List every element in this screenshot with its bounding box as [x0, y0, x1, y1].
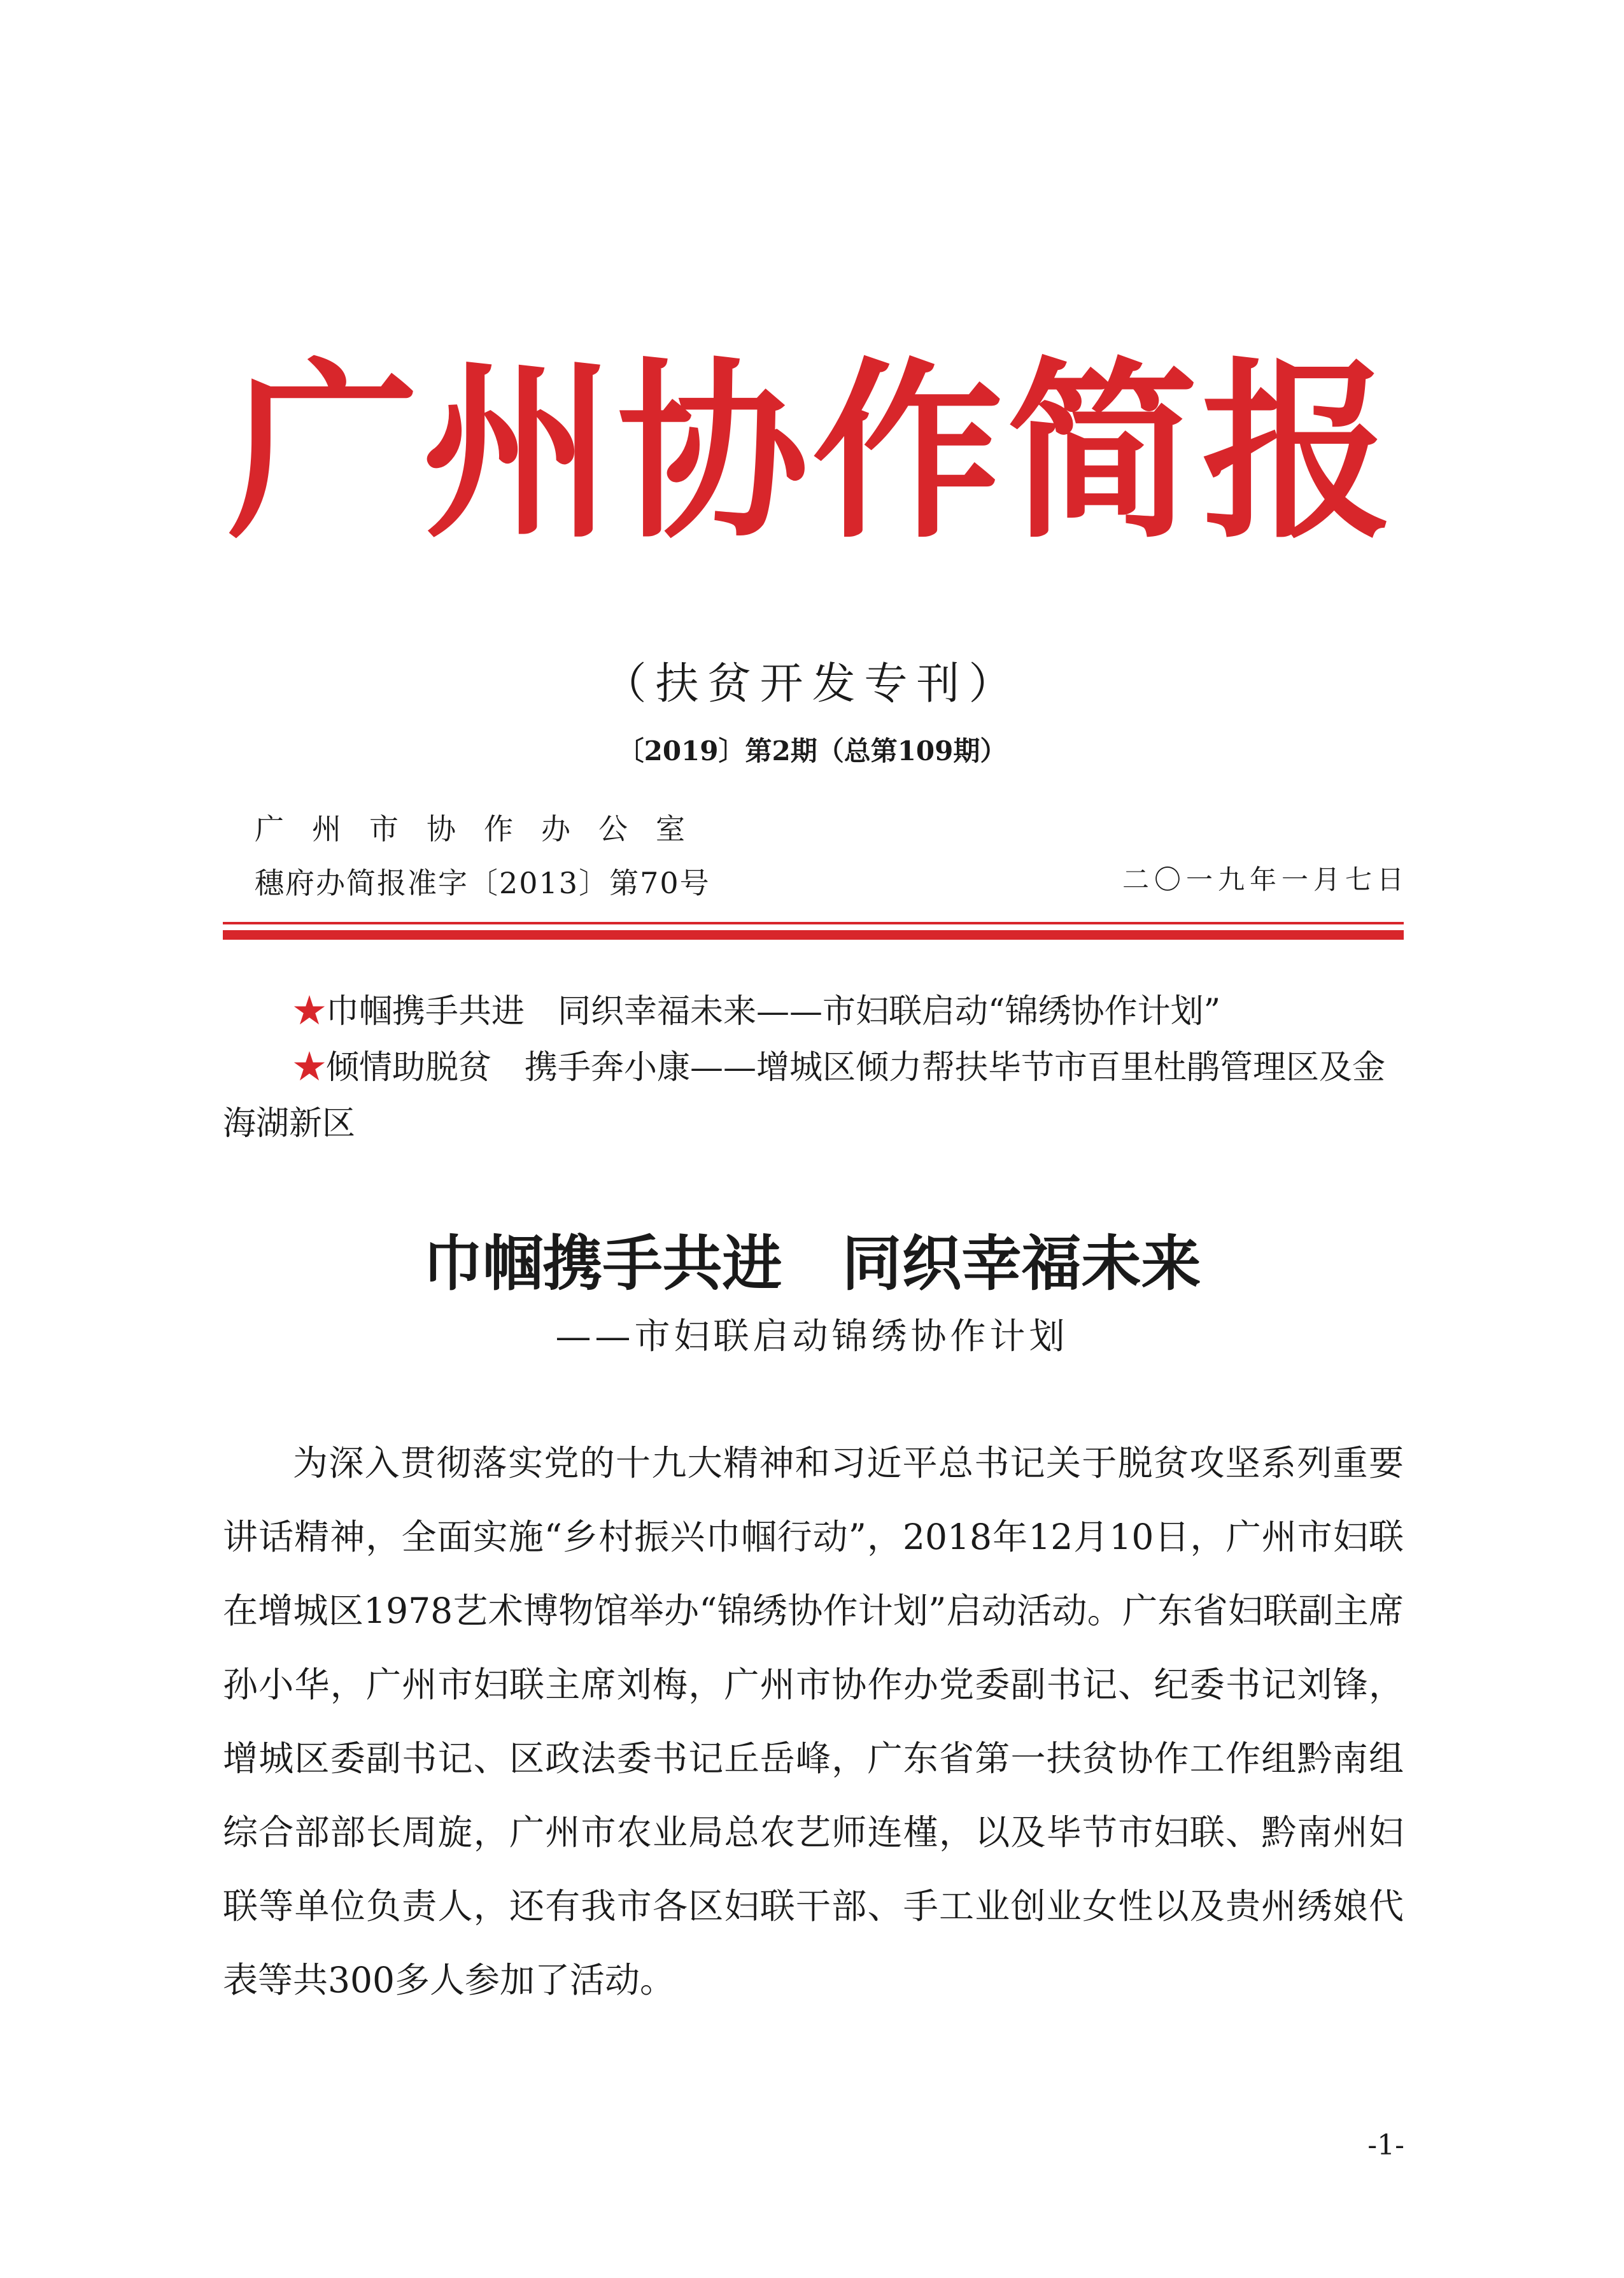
publisher: 广州市协作办公室	[255, 812, 713, 846]
toc-item-text: 巾帼携手共进 同织幸福未来——市妇联启动“锦绣协作计划”	[326, 993, 1221, 1031]
special-issue-label: （扶贫开发专刊）	[603, 659, 1021, 709]
article-body: 为深入贯彻落实党的十九大精神和习近平总书记关于脱贫攻坚系列重要讲话精神，全面实施“乡村振兴巾帼行动”，2018年12月10日，广州市妇联在增城区1978艺术博物馆举办“锦绣协作计划”启动活动。广东省妇联副主席孙小华，广州市妇联主席刘梅，广州市协作办党委副书记、纪委书记刘锋，增城区委副书记、区政法委书记丘岳峰，广东省第一扶贫协作工作组黔南组综合部部长周旋，广州市农业局总农艺师连槿，以及毕节市妇联、黔南州妇联等单位负责人，还有我市各区妇联干部、手工业创业女性以及贵州绣娘代表等共300多人参加了活动。	[223, 1443, 1404, 2000]
star-icon: ★	[293, 993, 327, 1031]
approval-number: 穗府办简报准字〔2013〕第70号	[255, 866, 710, 900]
publish-date: 二〇一九年一月七日	[1122, 864, 1409, 895]
star-icon: ★	[293, 1049, 327, 1087]
toc-item	[223, 984, 1404, 1040]
header-divider-thick	[223, 930, 1404, 940]
page-number: -1-	[1367, 2129, 1404, 2161]
table-of-contents	[223, 984, 1404, 1152]
masthead-title: 广州协作简报	[227, 339, 1397, 564]
header-divider-thin	[223, 922, 1404, 924]
article-subtitle: ——市妇联启动锦绣协作计划	[555, 1316, 1069, 1357]
toc-item	[223, 1040, 1404, 1152]
article-title: 巾帼携手共进 同织幸福未来	[423, 1229, 1201, 1299]
toc-item-text: 倾情助脱贫 携手奔小康——增城区倾力帮扶毕节市百里杜鹃管理区及金海湖新区	[223, 1049, 1386, 1143]
issue-number: 〔2019〕第2期（总第109期）	[617, 735, 1007, 767]
